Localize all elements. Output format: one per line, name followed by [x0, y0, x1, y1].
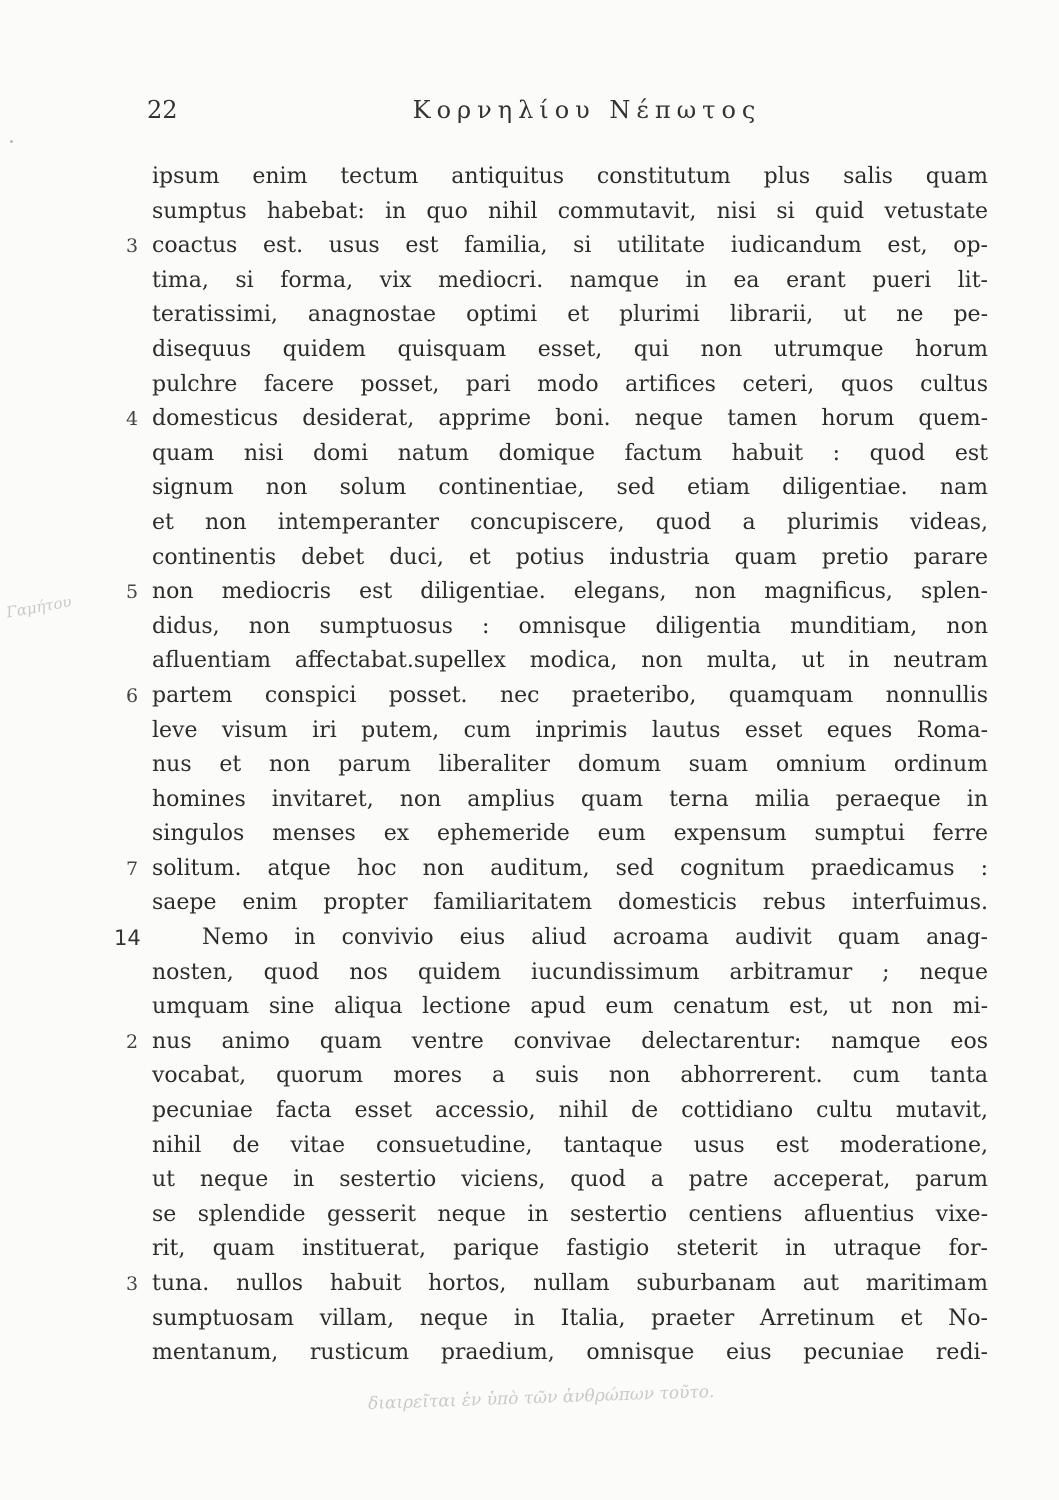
text-line: [126, 402, 988, 437]
text-line: [152, 748, 988, 783]
text-line: [152, 333, 988, 368]
line-text: nus et non parum liberaliter domum suam omnium ordinum: [152, 752, 988, 778]
text-line: [152, 1094, 988, 1129]
line-text: signum non solum continentiae, sed etiam diligentiae. nam: [152, 475, 988, 501]
text-line: [152, 506, 988, 541]
line-text: leve visum iri putem, cum inprimis lautus esset eques Roma-: [152, 717, 988, 743]
line-text: se splendide gesserit neque in sestertio centiens afluentius vixe-: [152, 1201, 988, 1227]
line-text: singulos menses ex ephemeride eum expensum sumptui ferre: [152, 821, 988, 847]
line-text: saepe enim propter familiaritatem domesticis rebus interfuimus.: [152, 890, 988, 916]
line-text: non mediocris est diligentiae. elegans, non magnificus, splen-: [152, 579, 988, 605]
line-text: sumptus habebat: in quo nihil commutavit, nisi si quid vetustate: [152, 198, 988, 224]
text-line: [152, 1336, 988, 1371]
text-line: [152, 886, 988, 921]
bottom-annotation: διαιρεῖται ἐν ὑπὸ τῶν ἀνθρώπων τοῦτο.: [367, 1381, 715, 1415]
line-text: quam nisi domi natum domique factum habuit : quod est: [152, 440, 988, 466]
line-text: afluentiam affectabat.supellex modica, non multa, ut in neutram: [152, 648, 988, 674]
text-line: [126, 679, 988, 714]
line-text: tima, si forma, vix mediocri. namque in ea erant pueri lit-: [152, 267, 988, 293]
text-line: [152, 817, 988, 852]
line-text: sumptuosam villam, neque in Italia, praeter Arretinum et No-: [152, 1305, 988, 1331]
text-line: [152, 1198, 988, 1233]
line-text: ipsum enim tectum antiquitus constitutum plus salis quam: [152, 164, 988, 189]
text-line: [152, 160, 988, 195]
line-marker-number: 5: [126, 581, 139, 604]
text-line: [152, 610, 988, 645]
line-text: coactus est. usus est familia, si utilitate iudicandum est, op-: [152, 233, 988, 259]
line-text: vocabat, quorum mores a suis non abhorrerent. cum tanta: [152, 1063, 988, 1089]
text-line: [152, 541, 988, 576]
line-text: nus animo quam ventre convivae delectarentur: namque eos: [152, 1028, 988, 1054]
line-text: domesticus desiderat, apprime boni. neque tamen horum quem-: [152, 406, 988, 432]
line-text: umquam sine aliqua lectione apud eum cenatum est, ut non mi-: [152, 994, 988, 1020]
line-text: continentis debet duci, et potius industria quam pretio parare: [152, 544, 988, 570]
text-line: [152, 1232, 988, 1267]
text-line: [126, 1267, 988, 1302]
margin-dot: [10, 140, 13, 143]
line-marker-number: 2: [126, 1030, 139, 1053]
line-text: homines invitaret, non amplius quam terna milia peraeque in: [152, 786, 988, 812]
line-text: et non intemperanter concupiscere, quod a plurimis videas,: [152, 509, 988, 535]
line-text: tuna. nullos habuit hortos, nullam suburbanam aut maritimam: [152, 1271, 988, 1296]
line-text: pulchre facere posset, pari modo artifices ceteri, quos cultus: [152, 371, 988, 397]
line-text: solitum. atque hoc non auditum, sed cognitum praedicamus :: [152, 855, 988, 881]
text-line: [114, 921, 988, 956]
line-text: ut neque in sestertio viciens, quod a patre acceperat, parum: [152, 1167, 988, 1193]
text-line: [152, 1129, 988, 1164]
line-text: partem conspici posset. nec praeteribo, quamquam nonnullis: [152, 682, 988, 708]
text-line: [152, 471, 988, 506]
line-marker-number: 3: [126, 1273, 139, 1295]
line-text: Nemo in convivio eius aliud acroama audivit quam anag-: [202, 925, 988, 951]
text-line: [152, 264, 988, 299]
line-marker-number: 3: [126, 235, 139, 258]
line-text: rit, quam instituerat, parique fastigio steterit in utraque for-: [152, 1236, 988, 1262]
running-head: [147, 96, 987, 136]
text-line: [126, 852, 988, 887]
body-text: [114, 160, 988, 1371]
line-marker-number: 6: [126, 684, 139, 707]
line-text: didus, non sumptuosus : omnisque diligentia munditiam, non: [152, 613, 988, 639]
text-line: [152, 956, 988, 991]
line-text: pecuniae facta esset accessio, nihil de cottidiano cultu mutavit,: [152, 1098, 988, 1124]
running-title: Κορνηλίου Νέπωτος: [412, 96, 762, 124]
page-number: 22: [147, 96, 178, 124]
text-line: [152, 990, 988, 1025]
text-line: [152, 437, 988, 472]
text-line: [152, 298, 988, 333]
line-text: nosten, quod nos quidem iucundissimum arbitramur ; neque: [152, 959, 988, 985]
text-line: [152, 644, 988, 679]
line-marker-number: 4: [126, 408, 139, 431]
text-line: [126, 229, 988, 264]
text-line: [126, 1025, 988, 1060]
text-line: [152, 1059, 988, 1094]
section-number: 14: [114, 926, 141, 951]
text-line: [126, 575, 988, 610]
text-line: [152, 783, 988, 818]
text-line: [152, 368, 988, 403]
line-text: mentanum, rusticum praedium, omnisque eius pecuniae redi-: [152, 1340, 988, 1366]
text-line: [152, 195, 988, 230]
line-text: teratissimi, anagnostae optimi et plurimi librarii, ut ne pe-: [152, 302, 988, 328]
text-line: [152, 714, 988, 749]
line-text: disequus quidem quisquam esset, qui non utrumque horum: [152, 336, 988, 362]
text-line: [152, 1302, 988, 1337]
line-marker-number: 7: [126, 857, 139, 880]
margin-annotation: Γαμήτου: [4, 592, 73, 622]
line-text: nihil de vitae consuetudine, tantaque usus est moderatione,: [152, 1132, 988, 1158]
text-line: [152, 1163, 988, 1198]
